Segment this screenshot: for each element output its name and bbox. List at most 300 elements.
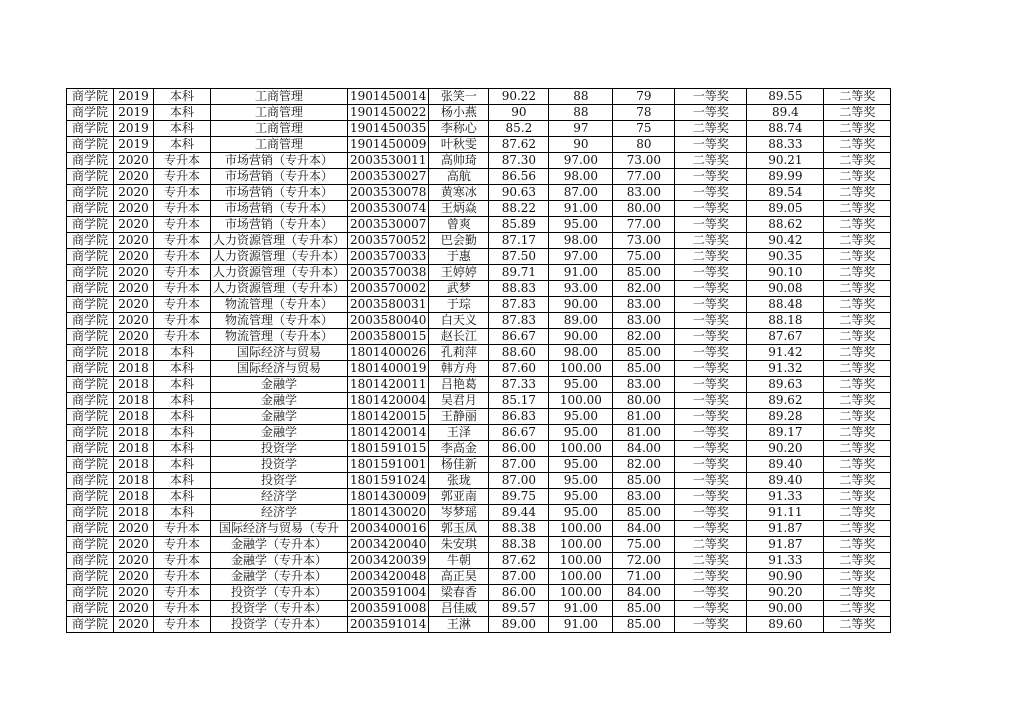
total-score-cell: 90.20 xyxy=(747,441,824,457)
total-score-cell: 89.62 xyxy=(747,393,824,409)
student-id-cell: 2003591014 xyxy=(348,617,429,633)
score3-cell: 84.00 xyxy=(613,521,675,537)
result-cell: 二等奖 xyxy=(824,121,891,137)
total-score-cell: 90.08 xyxy=(747,281,824,297)
total-score-cell: 90.00 xyxy=(747,601,824,617)
score1-cell: 87.00 xyxy=(489,457,549,473)
year-cell: 2020 xyxy=(114,569,154,585)
student-id-cell: 1801400026 xyxy=(348,345,429,361)
student-id-cell: 1801420011 xyxy=(348,377,429,393)
score1-cell: 85.89 xyxy=(489,217,549,233)
student-id-cell: 1801591001 xyxy=(348,457,429,473)
major-cell: 投资学（专升本） xyxy=(211,617,348,633)
year-cell: 2019 xyxy=(114,105,154,121)
level-cell: 本科 xyxy=(154,457,211,473)
score2-cell: 88 xyxy=(549,89,613,105)
result-cell: 二等奖 xyxy=(824,297,891,313)
year-cell: 2020 xyxy=(114,185,154,201)
college-cell: 商学院 xyxy=(67,265,114,281)
result-cell: 二等奖 xyxy=(824,105,891,121)
level-cell: 专升本 xyxy=(154,329,211,345)
total-score-cell: 89.55 xyxy=(747,89,824,105)
year-cell: 2019 xyxy=(114,89,154,105)
major-cell: 工商管理 xyxy=(211,137,348,153)
score1-cell: 87.17 xyxy=(489,233,549,249)
table-row xyxy=(67,441,891,457)
student-id-cell: 2003530011 xyxy=(348,153,429,169)
college-cell: 商学院 xyxy=(67,521,114,537)
student-id-cell: 1801420004 xyxy=(348,393,429,409)
student-id-cell: 1901450022 xyxy=(348,105,429,121)
college-cell: 商学院 xyxy=(67,553,114,569)
score1-cell: 87.83 xyxy=(489,297,549,313)
college-cell: 商学院 xyxy=(67,329,114,345)
award-cell: 一等奖 xyxy=(675,345,747,361)
level-cell: 专升本 xyxy=(154,265,211,281)
college-cell: 商学院 xyxy=(67,601,114,617)
score3-cell: 73.00 xyxy=(613,233,675,249)
result-cell: 二等奖 xyxy=(824,137,891,153)
student-id-cell: 1901450009 xyxy=(348,137,429,153)
year-cell: 2020 xyxy=(114,313,154,329)
level-cell: 本科 xyxy=(154,345,211,361)
year-cell: 2018 xyxy=(114,361,154,377)
major-cell: 金融学（专升本） xyxy=(211,569,348,585)
year-cell: 2020 xyxy=(114,249,154,265)
college-cell: 商学院 xyxy=(67,585,114,601)
major-cell: 金融学 xyxy=(211,409,348,425)
result-cell: 二等奖 xyxy=(824,537,891,553)
table-row xyxy=(67,569,891,585)
student-id-cell: 2003420040 xyxy=(348,537,429,553)
college-cell: 商学院 xyxy=(67,105,114,121)
award-cell: 一等奖 xyxy=(675,617,747,633)
score2-cell: 98.00 xyxy=(549,345,613,361)
major-cell: 国际经济与贸易 xyxy=(211,361,348,377)
score2-cell: 100.00 xyxy=(549,569,613,585)
major-cell: 经济学 xyxy=(211,489,348,505)
level-cell: 专升本 xyxy=(154,249,211,265)
name-cell: 牛朝 xyxy=(429,553,489,569)
student-id-cell: 2003580015 xyxy=(348,329,429,345)
result-cell: 二等奖 xyxy=(824,249,891,265)
student-id-cell: 2003570033 xyxy=(348,249,429,265)
name-cell: 王婷婷 xyxy=(429,265,489,281)
score3-cell: 80 xyxy=(613,137,675,153)
major-cell: 国际经济与贸易（专升 xyxy=(211,521,348,537)
level-cell: 专升本 xyxy=(154,233,211,249)
score1-cell: 87.83 xyxy=(489,313,549,329)
name-cell: 于惠 xyxy=(429,249,489,265)
award-cell: 一等奖 xyxy=(675,377,747,393)
student-id-cell: 2003580040 xyxy=(348,313,429,329)
score1-cell: 86.56 xyxy=(489,169,549,185)
score3-cell: 84.00 xyxy=(613,441,675,457)
table-row xyxy=(67,521,891,537)
name-cell: 杨小燕 xyxy=(429,105,489,121)
year-cell: 2018 xyxy=(114,505,154,521)
award-cell: 一等奖 xyxy=(675,137,747,153)
major-cell: 金融学 xyxy=(211,393,348,409)
score3-cell: 73.00 xyxy=(613,153,675,169)
name-cell: 王淋 xyxy=(429,617,489,633)
table-row xyxy=(67,313,891,329)
college-cell: 商学院 xyxy=(67,233,114,249)
score3-cell: 85.00 xyxy=(613,505,675,521)
student-id-cell: 1901450014 xyxy=(348,89,429,105)
score2-cell: 95.00 xyxy=(549,425,613,441)
level-cell: 本科 xyxy=(154,409,211,425)
result-cell: 二等奖 xyxy=(824,233,891,249)
total-score-cell: 89.99 xyxy=(747,169,824,185)
level-cell: 专升本 xyxy=(154,617,211,633)
score2-cell: 97.00 xyxy=(549,249,613,265)
award-cell: 一等奖 xyxy=(675,169,747,185)
year-cell: 2020 xyxy=(114,233,154,249)
student-id-cell: 1801430009 xyxy=(348,489,429,505)
level-cell: 专升本 xyxy=(154,281,211,297)
level-cell: 本科 xyxy=(154,441,211,457)
level-cell: 本科 xyxy=(154,377,211,393)
college-cell: 商学院 xyxy=(67,121,114,137)
total-score-cell: 87.67 xyxy=(747,329,824,345)
award-cell: 一等奖 xyxy=(675,201,747,217)
result-cell: 二等奖 xyxy=(824,265,891,281)
table-row xyxy=(67,601,891,617)
total-score-cell: 91.87 xyxy=(747,537,824,553)
total-score-cell: 91.42 xyxy=(747,345,824,361)
table-row xyxy=(67,297,891,313)
award-cell: 一等奖 xyxy=(675,505,747,521)
award-cell: 一等奖 xyxy=(675,601,747,617)
award-cell: 一等奖 xyxy=(675,425,747,441)
table-row xyxy=(67,105,891,121)
score2-cell: 95.00 xyxy=(549,217,613,233)
year-cell: 2018 xyxy=(114,473,154,489)
total-score-cell: 89.40 xyxy=(747,457,824,473)
level-cell: 本科 xyxy=(154,137,211,153)
award-cell: 一等奖 xyxy=(675,473,747,489)
result-cell: 二等奖 xyxy=(824,473,891,489)
score2-cell: 95.00 xyxy=(549,505,613,521)
result-cell: 二等奖 xyxy=(824,217,891,233)
award-cell: 一等奖 xyxy=(675,185,747,201)
score1-cell: 89.57 xyxy=(489,601,549,617)
total-score-cell: 89.54 xyxy=(747,185,824,201)
result-cell: 二等奖 xyxy=(824,489,891,505)
score1-cell: 90.63 xyxy=(489,185,549,201)
name-cell: 于琮 xyxy=(429,297,489,313)
major-cell: 工商管理 xyxy=(211,121,348,137)
student-id-cell: 2003400016 xyxy=(348,521,429,537)
major-cell: 物流管理（专升本） xyxy=(211,313,348,329)
score2-cell: 87.00 xyxy=(549,185,613,201)
result-cell: 二等奖 xyxy=(824,601,891,617)
result-cell: 二等奖 xyxy=(824,169,891,185)
total-score-cell: 88.33 xyxy=(747,137,824,153)
name-cell: 白天义 xyxy=(429,313,489,329)
year-cell: 2020 xyxy=(114,553,154,569)
major-cell: 投资学（专升本） xyxy=(211,601,348,617)
student-id-cell: 1901450035 xyxy=(348,121,429,137)
college-cell: 商学院 xyxy=(67,537,114,553)
year-cell: 2020 xyxy=(114,585,154,601)
score2-cell: 90.00 xyxy=(549,297,613,313)
name-cell: 吕佳威 xyxy=(429,601,489,617)
college-cell: 商学院 xyxy=(67,473,114,489)
score1-cell: 89.71 xyxy=(489,265,549,281)
result-cell: 二等奖 xyxy=(824,617,891,633)
student-id-cell: 1801420015 xyxy=(348,409,429,425)
score1-cell: 89.44 xyxy=(489,505,549,521)
major-cell: 投资学（专升本） xyxy=(211,585,348,601)
table-row xyxy=(67,169,891,185)
name-cell: 王炳焱 xyxy=(429,201,489,217)
college-cell: 商学院 xyxy=(67,505,114,521)
level-cell: 本科 xyxy=(154,121,211,137)
score1-cell: 86.00 xyxy=(489,441,549,457)
major-cell: 金融学 xyxy=(211,425,348,441)
total-score-cell: 88.74 xyxy=(747,121,824,137)
name-cell: 赵长江 xyxy=(429,329,489,345)
major-cell: 国际经济与贸易 xyxy=(211,345,348,361)
year-cell: 2020 xyxy=(114,265,154,281)
major-cell: 市场营销（专升本） xyxy=(211,185,348,201)
table-row xyxy=(67,489,891,505)
college-cell: 商学院 xyxy=(67,249,114,265)
student-id-cell: 2003570038 xyxy=(348,265,429,281)
name-cell: 孔莉萍 xyxy=(429,345,489,361)
table-row xyxy=(67,121,891,137)
name-cell: 叶秋雯 xyxy=(429,137,489,153)
name-cell: 吴君月 xyxy=(429,393,489,409)
student-id-cell: 1801400019 xyxy=(348,361,429,377)
student-id-cell: 1801591015 xyxy=(348,441,429,457)
award-cell: 一等奖 xyxy=(675,521,747,537)
year-cell: 2019 xyxy=(114,137,154,153)
year-cell: 2020 xyxy=(114,281,154,297)
table-row xyxy=(67,505,891,521)
result-cell: 二等奖 xyxy=(824,345,891,361)
major-cell: 工商管理 xyxy=(211,105,348,121)
score3-cell: 85.00 xyxy=(613,601,675,617)
score1-cell: 88.60 xyxy=(489,345,549,361)
result-cell: 二等奖 xyxy=(824,409,891,425)
score3-cell: 71.00 xyxy=(613,569,675,585)
score3-cell: 83.00 xyxy=(613,313,675,329)
name-cell: 高帅琦 xyxy=(429,153,489,169)
major-cell: 人力资源管理（专升本） xyxy=(211,281,348,297)
level-cell: 专升本 xyxy=(154,601,211,617)
result-cell: 二等奖 xyxy=(824,393,891,409)
score2-cell: 90.00 xyxy=(549,329,613,345)
year-cell: 2018 xyxy=(114,457,154,473)
score1-cell: 87.62 xyxy=(489,137,549,153)
major-cell: 人力资源管理（专升本） xyxy=(211,233,348,249)
year-cell: 2020 xyxy=(114,169,154,185)
level-cell: 专升本 xyxy=(154,585,211,601)
major-cell: 市场营销（专升本） xyxy=(211,169,348,185)
score3-cell: 78 xyxy=(613,105,675,121)
total-score-cell: 88.18 xyxy=(747,313,824,329)
student-id-cell: 2003530007 xyxy=(348,217,429,233)
college-cell: 商学院 xyxy=(67,137,114,153)
year-cell: 2018 xyxy=(114,489,154,505)
award-cell: 二等奖 xyxy=(675,537,747,553)
result-cell: 二等奖 xyxy=(824,89,891,105)
major-cell: 经济学 xyxy=(211,505,348,521)
major-cell: 金融学（专升本） xyxy=(211,553,348,569)
score3-cell: 84.00 xyxy=(613,585,675,601)
level-cell: 专升本 xyxy=(154,537,211,553)
total-score-cell: 91.32 xyxy=(747,361,824,377)
college-cell: 商学院 xyxy=(67,617,114,633)
table-row xyxy=(67,201,891,217)
score3-cell: 72.00 xyxy=(613,553,675,569)
total-score-cell: 90.35 xyxy=(747,249,824,265)
table-row xyxy=(67,233,891,249)
result-cell: 二等奖 xyxy=(824,585,891,601)
level-cell: 专升本 xyxy=(154,217,211,233)
award-cell: 二等奖 xyxy=(675,569,747,585)
total-score-cell: 91.11 xyxy=(747,505,824,521)
student-id-cell: 2003530078 xyxy=(348,185,429,201)
score3-cell: 75 xyxy=(613,121,675,137)
score1-cell: 86.00 xyxy=(489,585,549,601)
level-cell: 本科 xyxy=(154,489,211,505)
table-row xyxy=(67,137,891,153)
score3-cell: 80.00 xyxy=(613,393,675,409)
result-cell: 二等奖 xyxy=(824,313,891,329)
table-row xyxy=(67,265,891,281)
score2-cell: 100.00 xyxy=(549,361,613,377)
major-cell: 金融学（专升本） xyxy=(211,537,348,553)
score1-cell: 89.00 xyxy=(489,617,549,633)
score1-cell: 87.33 xyxy=(489,377,549,393)
score3-cell: 85.00 xyxy=(613,345,675,361)
total-score-cell: 90.20 xyxy=(747,585,824,601)
result-cell: 二等奖 xyxy=(824,521,891,537)
level-cell: 专升本 xyxy=(154,297,211,313)
score3-cell: 82.00 xyxy=(613,329,675,345)
college-cell: 商学院 xyxy=(67,569,114,585)
table-row xyxy=(67,617,891,633)
score1-cell: 86.83 xyxy=(489,409,549,425)
table-row xyxy=(67,249,891,265)
table-row xyxy=(67,457,891,473)
score2-cell: 91.00 xyxy=(549,265,613,281)
college-cell: 商学院 xyxy=(67,361,114,377)
score3-cell: 83.00 xyxy=(613,185,675,201)
student-id-cell: 1801430020 xyxy=(348,505,429,521)
table-row xyxy=(67,361,891,377)
result-cell: 二等奖 xyxy=(824,505,891,521)
student-id-cell: 2003570002 xyxy=(348,281,429,297)
college-cell: 商学院 xyxy=(67,153,114,169)
award-cell: 一等奖 xyxy=(675,217,747,233)
score3-cell: 83.00 xyxy=(613,297,675,313)
name-cell: 梁春香 xyxy=(429,585,489,601)
table-row xyxy=(67,345,891,361)
score2-cell: 98.00 xyxy=(549,169,613,185)
name-cell: 郭亚南 xyxy=(429,489,489,505)
award-cell: 一等奖 xyxy=(675,409,747,425)
total-score-cell: 90.21 xyxy=(747,153,824,169)
result-cell: 二等奖 xyxy=(824,153,891,169)
total-score-cell: 88.48 xyxy=(747,297,824,313)
major-cell: 人力资源管理（专升本） xyxy=(211,265,348,281)
major-cell: 物流管理（专升本） xyxy=(211,297,348,313)
student-id-cell: 2003530074 xyxy=(348,201,429,217)
college-cell: 商学院 xyxy=(67,425,114,441)
total-score-cell: 91.33 xyxy=(747,553,824,569)
award-cell: 一等奖 xyxy=(675,89,747,105)
score1-cell: 86.67 xyxy=(489,329,549,345)
score1-cell: 87.60 xyxy=(489,361,549,377)
total-score-cell: 90.90 xyxy=(747,569,824,585)
score3-cell: 81.00 xyxy=(613,425,675,441)
college-cell: 商学院 xyxy=(67,217,114,233)
score2-cell: 100.00 xyxy=(549,393,613,409)
result-cell: 二等奖 xyxy=(824,425,891,441)
total-score-cell: 91.33 xyxy=(747,489,824,505)
year-cell: 2020 xyxy=(114,601,154,617)
result-cell: 二等奖 xyxy=(824,553,891,569)
college-cell: 商学院 xyxy=(67,441,114,457)
level-cell: 专升本 xyxy=(154,521,211,537)
name-cell: 岑梦瑶 xyxy=(429,505,489,521)
score2-cell: 91.00 xyxy=(549,201,613,217)
level-cell: 专升本 xyxy=(154,553,211,569)
name-cell: 巴会勤 xyxy=(429,233,489,249)
total-score-cell: 89.05 xyxy=(747,201,824,217)
total-score-cell: 90.42 xyxy=(747,233,824,249)
table-row xyxy=(67,553,891,569)
table-row xyxy=(67,153,891,169)
score3-cell: 75.00 xyxy=(613,249,675,265)
student-id-cell: 2003420048 xyxy=(348,569,429,585)
total-score-cell: 89.40 xyxy=(747,473,824,489)
score1-cell: 90 xyxy=(489,105,549,121)
score3-cell: 85.00 xyxy=(613,617,675,633)
level-cell: 专升本 xyxy=(154,569,211,585)
name-cell: 韩方舟 xyxy=(429,361,489,377)
year-cell: 2020 xyxy=(114,617,154,633)
score3-cell: 85.00 xyxy=(613,473,675,489)
score2-cell: 95.00 xyxy=(549,473,613,489)
score2-cell: 95.00 xyxy=(549,457,613,473)
score2-cell: 97.00 xyxy=(549,153,613,169)
table-row xyxy=(67,473,891,489)
total-score-cell: 89.17 xyxy=(747,425,824,441)
year-cell: 2018 xyxy=(114,441,154,457)
major-cell: 金融学 xyxy=(211,377,348,393)
year-cell: 2020 xyxy=(114,201,154,217)
award-cell: 一等奖 xyxy=(675,489,747,505)
score2-cell: 89.00 xyxy=(549,313,613,329)
name-cell: 高航 xyxy=(429,169,489,185)
score2-cell: 100.00 xyxy=(549,585,613,601)
score1-cell: 87.62 xyxy=(489,553,549,569)
college-cell: 商学院 xyxy=(67,313,114,329)
table-row xyxy=(67,185,891,201)
major-cell: 投资学 xyxy=(211,473,348,489)
level-cell: 专升本 xyxy=(154,169,211,185)
student-id-cell: 2003570052 xyxy=(348,233,429,249)
name-cell: 黄寒冰 xyxy=(429,185,489,201)
student-id-cell: 2003580031 xyxy=(348,297,429,313)
score2-cell: 100.00 xyxy=(549,553,613,569)
